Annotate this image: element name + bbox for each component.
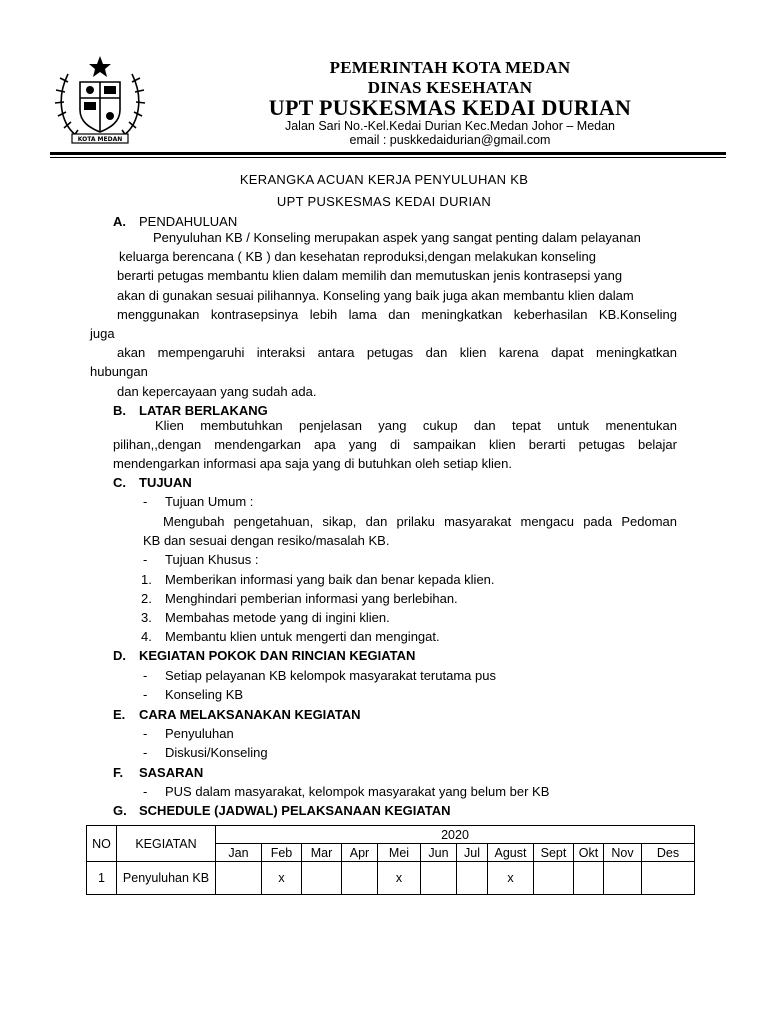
section-b-letter: B. xyxy=(113,403,126,418)
month-cell: x xyxy=(262,862,302,895)
section-a-line: menggunakan kontrasepsinya lebih lama dan meningkatkan keberhasilan KB.Konseling xyxy=(117,307,677,322)
section-b-line: pilihan,,dengan mendengarkan apa yang di sampaikan klien berarti petugas belajar xyxy=(113,437,677,452)
month-cell xyxy=(302,862,342,895)
tujuan-khusus-label: - Tujuan Khusus : xyxy=(143,552,259,567)
document-subtitle: UPT PUSKESMAS KEDAI DURIAN xyxy=(276,194,492,209)
header-rule-thick xyxy=(50,152,726,155)
section-e-item: - Diskusi/Konseling xyxy=(143,745,268,760)
month-header: Feb xyxy=(262,844,302,862)
section-b-heading xyxy=(113,403,268,419)
month-header: Nov xyxy=(604,844,642,862)
section-a-line: akan di gunakan sesuai pilihannya. Konseling yang baik juga akan membantu klien dalam xyxy=(117,288,634,303)
bullet-dash: - xyxy=(143,668,148,683)
month-cell xyxy=(342,862,378,895)
month-header: Jun xyxy=(421,844,457,862)
month-header: Jul xyxy=(457,844,488,862)
month-cell xyxy=(216,862,262,895)
section-b-title: LATAR BERLAKANG xyxy=(139,403,268,418)
month-cell xyxy=(457,862,488,895)
tujuan-khusus-item: 4. Membantu klien untuk mengerti dan mengingat. xyxy=(141,629,440,644)
section-e-heading xyxy=(113,707,360,723)
section-e-item: - Penyuluhan xyxy=(143,726,234,741)
tujuan-umum-label: - Tujuan Umum : xyxy=(143,494,254,509)
month-header: Des xyxy=(642,844,695,862)
section-a-letter: A. xyxy=(113,214,126,229)
month-header: Apr xyxy=(342,844,378,862)
row-no: 1 xyxy=(87,862,117,895)
header-department: DINAS KESEHATAN xyxy=(367,78,533,97)
section-g-title: SCHEDULE (JADWAL) PELAKSANAAN KEGIATAN xyxy=(139,803,451,818)
bullet-dash: - xyxy=(143,552,148,567)
header-government: PEMERINTAH KOTA MEDAN xyxy=(329,58,571,77)
month-header: Agust xyxy=(488,844,534,862)
section-a-line: keluarga berencana ( KB ) dan kesehatan reproduksi,dengan melakukan konseling xyxy=(119,249,596,264)
section-a-line: berarti petugas membantu klien dalam memilih dan memutuskan jenis kontrasepsi yang xyxy=(117,268,623,283)
month-cell xyxy=(574,862,604,895)
bullet-dash: - xyxy=(143,687,148,702)
month-header: Mar xyxy=(302,844,342,862)
month-header: Jan xyxy=(216,844,262,862)
section-a-line: Penyuluhan KB / Konseling merupakan aspek yang sangat penting dalam pelayanan xyxy=(153,230,641,245)
bullet-dash: - xyxy=(143,745,148,760)
month-cell xyxy=(534,862,574,895)
table-row xyxy=(87,862,695,895)
section-g-heading xyxy=(113,803,451,819)
column-header-no: NO xyxy=(87,826,117,862)
section-e-letter: E. xyxy=(113,707,126,722)
section-c-letter: C. xyxy=(113,475,126,490)
section-f-letter: F. xyxy=(113,765,124,780)
section-d-letter: D. xyxy=(113,648,126,663)
bullet-dash: - xyxy=(143,494,148,509)
schedule-table xyxy=(86,825,695,895)
section-f-title: SASARAN xyxy=(139,765,204,780)
month-cell: x xyxy=(378,862,421,895)
month-header: Sept xyxy=(534,844,574,862)
bullet-dash: - xyxy=(143,784,148,799)
section-a-line: hubungan xyxy=(90,364,148,379)
tujuan-khusus-item: 3. Membahas metode yang di ingini klien. xyxy=(141,610,390,625)
section-d-item: - Konseling KB xyxy=(143,687,244,702)
document-title: KERANGKA ACUAN KERJA PENYULUHAN KB xyxy=(239,172,529,187)
month-header: Mei xyxy=(378,844,421,862)
tujuan-umum-line: Mengubah pengetahuan, sikap, dan prilaku masyarakat mengacu pada Pedoman xyxy=(163,514,677,529)
section-d-title: KEGIATAN POKOK DAN RINCIAN KEGIATAN xyxy=(139,648,416,663)
month-header: Okt xyxy=(574,844,604,862)
month-cell xyxy=(604,862,642,895)
section-c-title: TUJUAN xyxy=(139,475,192,490)
header-email: email : puskkedaidurian@gmail.com xyxy=(349,133,551,147)
header-rule-thin xyxy=(50,157,726,158)
section-e-title: CARA MELAKSANAKAN KEGIATAN xyxy=(139,707,361,722)
tujuan-khusus-item: 2. Menghindari pemberian informasi yang berlebihan. xyxy=(141,591,458,606)
section-a-line: akan mempengaruhi interaksi antara petugas dan klien karena dapat meningkatkan xyxy=(117,345,677,360)
section-a-line: juga xyxy=(90,326,115,341)
tujuan-khusus-item: 1. Memberikan informasi yang baik dan benar kepada klien. xyxy=(141,572,495,587)
section-b-line: Klien membutuhkan penjelasan yang cukup dan tepat untuk menentukan xyxy=(155,418,677,433)
row-kegiatan: Penyuluhan KB xyxy=(117,862,216,895)
section-d-heading xyxy=(113,648,415,664)
section-c-heading xyxy=(113,475,192,491)
bullet-dash: - xyxy=(143,726,148,741)
section-a-heading xyxy=(113,214,237,230)
month-cell xyxy=(642,862,695,895)
column-header-year: 2020 xyxy=(216,826,695,844)
section-a-line: dan kepercayaan yang sudah ada. xyxy=(117,384,317,399)
city-seal-logo xyxy=(50,52,150,148)
header-institution: UPT PUSKESMAS KEDAI DURIAN xyxy=(268,95,632,120)
logo-text: KOTA MEDAN xyxy=(77,136,123,143)
section-f-heading xyxy=(113,765,203,781)
section-f-item: - PUS dalam masyarakat, kelompok masyarakat yang belum ber KB xyxy=(143,784,550,799)
section-g-letter: G. xyxy=(113,803,127,818)
section-a-title: PENDAHULUAN xyxy=(139,214,238,229)
column-header-kegiatan: KEGIATAN xyxy=(117,826,216,862)
month-cell xyxy=(421,862,457,895)
tujuan-umum-line: KB dan sesuai dengan resiko/masalah KB. xyxy=(143,533,390,548)
section-d-item: - Setiap pelayanan KB kelompok masyarakat terutama pus xyxy=(143,668,496,683)
header-address: Jalan Sari No.-Kel.Kedai Durian Kec.Medan Johor – Medan xyxy=(284,119,616,133)
section-b-line: mendengarkan informasi apa saja yang di butuhkan oleh setiap klien. xyxy=(113,456,512,471)
month-cell: x xyxy=(488,862,534,895)
